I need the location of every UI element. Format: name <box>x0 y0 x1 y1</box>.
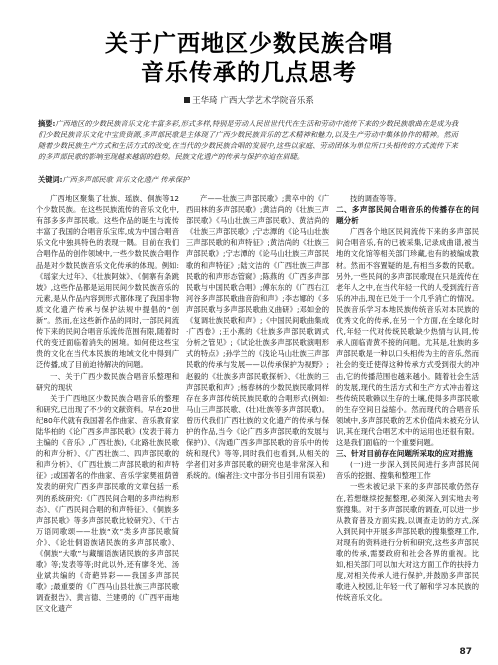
paragraph: 关于广西地区少数民族合唱音乐的整理和研究,已出现了不少的文献资料。早在20世纪80年代就有我国著名作曲家、音乐教育家陆华柏的《论广西多声部民歌》(发表于蒋力主编的《音乐》,广西壮族),《北路壮族民歌的和声分析》、《广西壮族二、四声部民歌的和声分析》、《广西壮族二声部民歌的和声特征》;或国著名的作曲家、音乐学家樊祖荫曾发表的研究广西多声部民歌的文章包括一系列的系统研究:《广西民间合唱的多声结构形态》、《广西民间合唱的和声特征》、《侗族多声部民歌》等多声部民歌比较研究》、《干古万语同歌颂——壮族“欢”类多声部民歌简介》、《论壮侗语族诸民族的多声部民歌》、《侗族“大歌”与藏缅语族诸民族的多声部民歌》等;发表等等;时此以外,还有廖冬光、汤业斌共编的《奇葩异彩——我国多声部民歌》;最重要的《广西马山县壮族三声部民歌调查报告》、黄言德、兰建勇的《广西平南地区文化遗产 <box>36 393 179 614</box>
keywords-text: 广西多声部民歌 音乐文化遗产 传承保护 <box>62 175 190 184</box>
keywords-label: 关键词: <box>38 175 63 184</box>
abstract <box>38 118 458 162</box>
body-column-3 <box>336 193 479 603</box>
section-heading: 一、关于广西少数民族合唱音乐整理和研究的现状 <box>36 371 179 392</box>
author-line <box>0 94 498 106</box>
paragraph: 广西地区聚集了壮族、瑶族、侗族等12个少数民族。在这些民族流传的音乐文化中,有部多多声部民歌。这些作品的诞生与流传丰富了我国的合唱音乐宝库,成为中国合唱音乐文化中独具特色的表现一隅。目前在我们合唱作品的创作领域中,一些少数民族合唱作品是对少数民族音乐文化传承的体现。例如:《瑶家大过年》、《壮族阿妹》、《侗寨有条跳坡》,这些作品都是运用民间少数民族音乐的元素,是从作品内容到形式都体现了我国非物质文化遗产传承与保护法规中提倡的“创新”。然而,在这些新作品的同时,一部民间流传下来的民间合唱音乐流传范围有限,随着时代的变迁面临着消失的困境。如何使这些宝贵的文化在当代本民族的地域文化中得到广泛传播,成了目前迫待解决的问题。 <box>36 194 179 370</box>
paragraph: (一)进一步深入到民间进行多声部民间音乐的挖掘、搜集和整理工作 <box>336 460 479 481</box>
title-line-1: 关于广西地区少数民族合唱 <box>105 31 393 57</box>
body-column-2 <box>186 193 329 481</box>
paragraph: 技的调查等等。 <box>350 194 402 203</box>
abstract-text: 广西地区的少数民族音乐文化丰富多彩,形式多样,特别是劳动人民世世代代在生活和劳动中流传下来的少数民族歌曲在是成为我们少数民族音乐文化中宝贵资源,多声部民歌是主体现了广西少数民族音乐的艺术精神和魅力,以及生产劳动中集体协作的精神。然而随着少数民族生产方式和生活方式的改变,在当代的少数民族合唱的发展中,这些以家庭、劳动团体为单位所口头相传的方式流传下来的多声部民歌的影响至现越来越弱的趋势。民族文化遗产的传承与保护亦迫在眉睫。 <box>38 119 459 161</box>
author-text: 王华琦 广西大学艺术学院音乐系 <box>192 96 314 106</box>
section-heading: 二、多声部民间合唱音乐的传播存在的问题分析 <box>336 205 479 226</box>
paragraph: 一些未被记录下来的多声部民歌仍然存在,若想继续挖掘整理,必须深入到实地去考察搜集。对于多声部民歌的调查,可以进一步从教育普及方面实践,以调查走访的方式,深入到民间中开展多声部民歌的搜集整理工作,对现有的资料进行分析和研究,这些多声部民歌的传承,需要政府和社会各界的重视。比如,相关部门可以加大对这方面工作的扶持力度,对相关传承人进行保护,并鼓励多声部民歌进入校园,让年轻一代了解和学习本民族的传统音乐文化。 <box>336 482 479 603</box>
keywords <box>38 174 458 185</box>
article-title <box>0 30 498 88</box>
section-heading: 三、针对目前存在问题所采取的应对措施 <box>336 449 473 459</box>
abstract-label: 摘要: <box>38 119 56 128</box>
page-number: 87 <box>459 647 472 657</box>
author-bullet-icon <box>184 97 190 103</box>
paragraph: 广西各个地区民间流传下来的多声部民间合唱音乐,有的已被采集,记录成曲谱,被当地的文化馆等相关部门珍藏,也有的被编成教材。然而不容置疑的是,有相当多数的民歌。另外,一些民间的多声部民歌现在只是流传在老年人之中,在当代年轻一代的人受到流行音乐的冲击,现在已处于一个几乎消亡的情况。民族音乐学习本地民族传统音乐对本民族的优秀文化的传承,在另一个方面,在全球化时代,年轻一代对传统民歌缺少热情与认同,传承人面临青黄不接的问题。尤其是,壮族的多声部民歌是一种以口头相传为主的音乐,然而社会的变迁使得这种传承方式受到很大的冲击,它的传播范围也越来越小。随着社会生活的发展,现代的生活方式和生产方式冲击着这些传统民歌赖以生存的土壤,使得多声部民歌的生存空间日益缩小。然而现代的合唱音乐领域中,多声部民歌的艺术价值尚未被充分认识,其在现代合唱艺术中的运用也还很有限。这是我们面临的一个重要问题。 <box>336 227 479 448</box>
title-line-2: 音乐传承的几点思考 <box>141 60 357 86</box>
body-column-1 <box>36 193 179 615</box>
paragraph: 产——壮族三声部民歌》;黄卒中的《广西田林的多声部民歌》;黄洁尚的《壮族三声部民歌》《马山壮族三声部民歌》、黄洁尚的《壮族三声部民歌》;宁志潭的《论马山壮族三声部民歌的和声特征》;黄洁尚的《壮族三声部民歌》;宁志潭的《论马山壮族三声部民歌的和声特征》;陆文洁的《广西壮族三声部民歌的和声形态管窥》;陈燕的《广西多声部民歌与中国民歌合唱》;傅东东的《广西右江河谷多声部民歌曲音韵和声》;李志娜的《多声部民歌与多声部民歌曲义曲研》;邓如金的《复调壮族民歌和声》;《中国民间歌曲集成·广西卷》;王小燕的《壮族多声部民歌调式分析之管见》;《试论壮族多声部民歌演唱形式的特点》;孙学兰的《浅论马山壮族三声部民歌的传承与发展——以传承保护为视野》;赵毅的《壮族多声部民歌探析》、《壮族的三声部民歌和声》;杨春林的少数民族民歌同样存在多声部传统民族民歌的合唱形式(例如:马山三声部民歌、(壮)壮族等多声部民歌)。曾历代我们广西壮族的文化遗产的传承与保护的作品,当今《论广西多声部民歌的发展与保护)》、《沟通广西多声部民歌的音乐中的传统和现代》等等,同时我们也看到,从相关的学者们对多声部民歌的研究也是非常深入和系统的。(编者注:文中部分书目引用有误差) <box>186 194 329 481</box>
